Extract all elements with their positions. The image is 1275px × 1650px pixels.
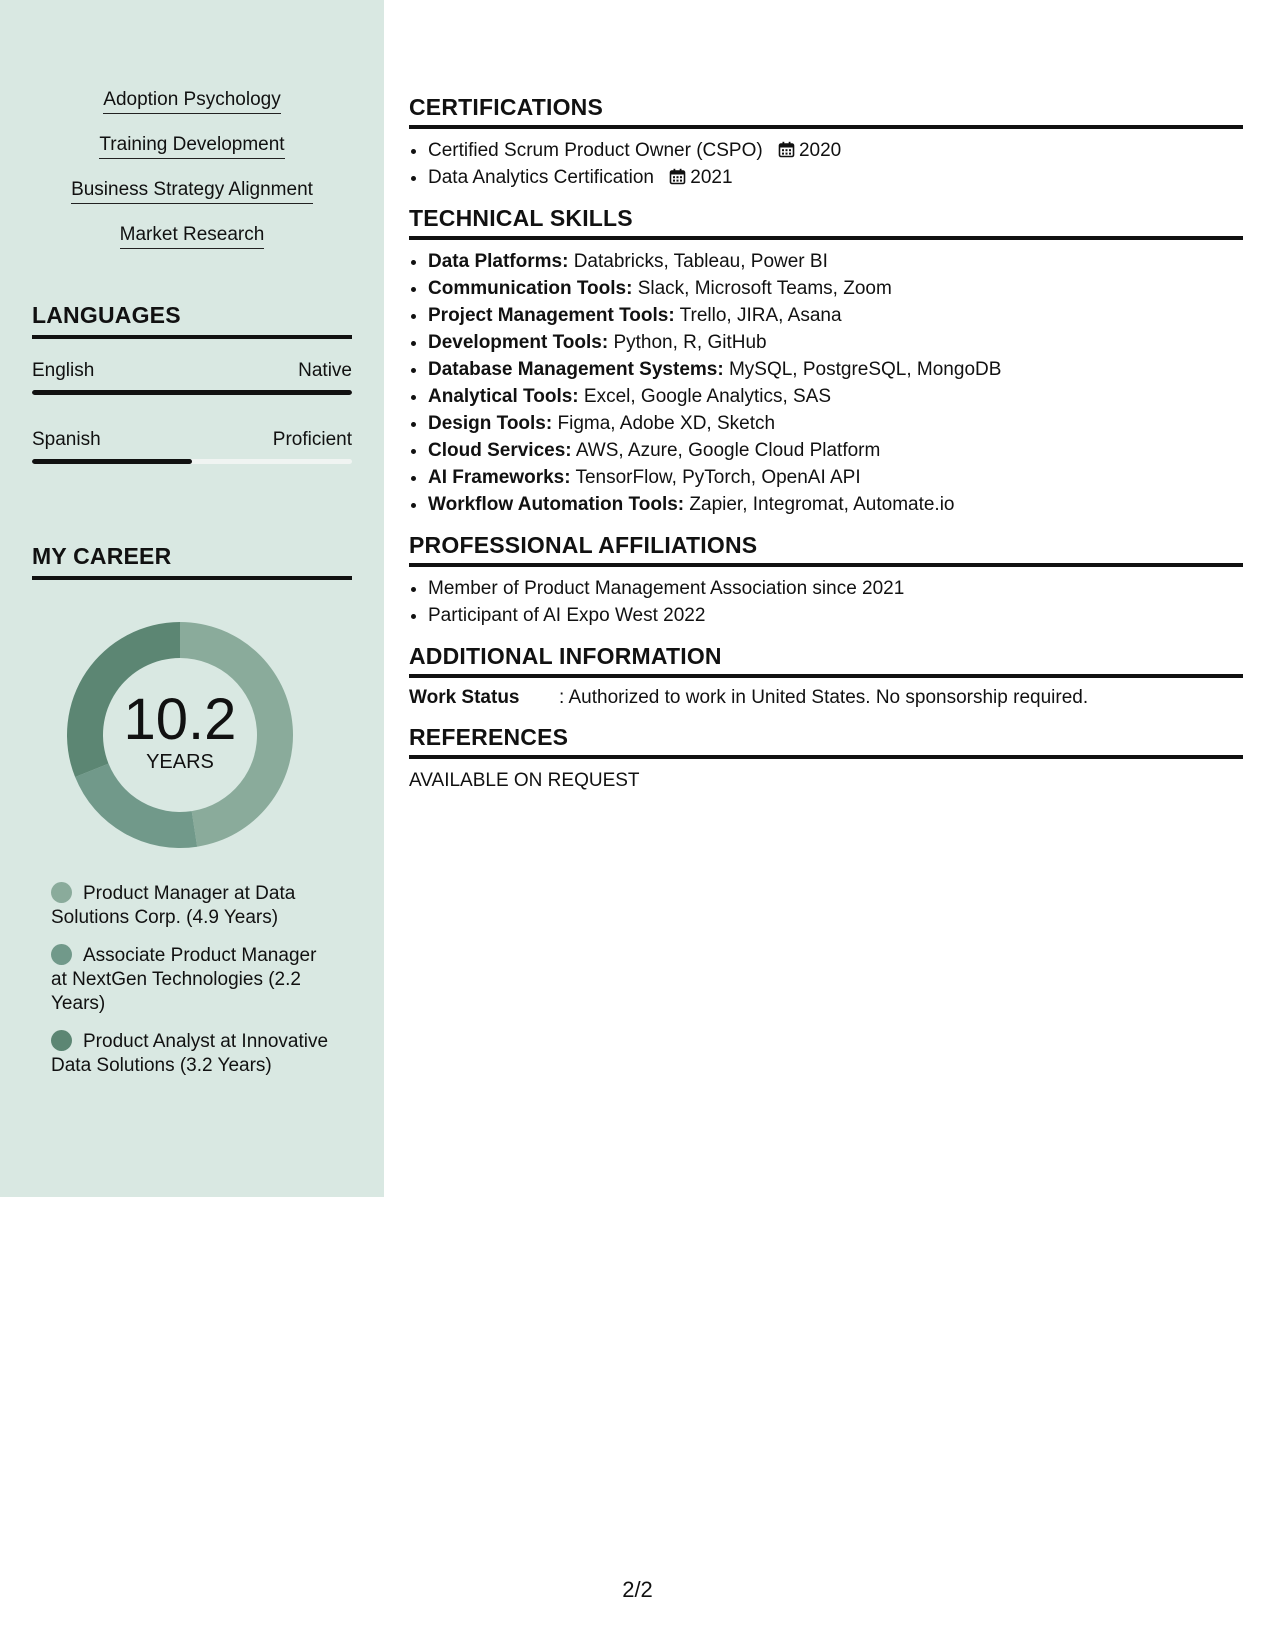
affiliations-heading: PROFESSIONAL AFFILIATIONS — [409, 532, 1243, 567]
references-section — [409, 724, 1243, 793]
skill-item — [428, 491, 1243, 518]
skill-values: Databricks, Tableau, Power BI — [573, 251, 828, 272]
career-total-years: 10.2 — [123, 687, 237, 752]
skill-category: Database Management Systems: — [428, 359, 724, 380]
skill-values: Zapier, Integromat, Automate.io — [689, 494, 955, 515]
skill-label[interactable]: Training Development — [99, 133, 284, 159]
skill-category: Project Management Tools: — [428, 305, 675, 326]
skill-item — [428, 464, 1243, 491]
skill-category: Workflow Automation Tools: — [428, 494, 685, 515]
skill-label[interactable]: Business Strategy Alignment — [71, 178, 313, 204]
calendar-icon — [669, 168, 686, 185]
skill-category: Cloud Services: — [428, 440, 572, 461]
certification-item — [428, 164, 1243, 191]
technical-skills-section — [409, 205, 1243, 518]
career-item-text: Product Manager at Data Solutions Corp. (4.9 Years) — [51, 883, 296, 928]
skill-values: TensorFlow, PyTorch, OpenAI API — [575, 467, 861, 488]
skill-category: Development Tools: — [428, 332, 609, 353]
skill-link[interactable] — [0, 178, 384, 204]
career-legend-dot — [51, 882, 72, 903]
skill-values: Figma, Adobe XD, Sketch — [557, 413, 776, 434]
page-number: 2/2 — [622, 1577, 653, 1602]
skill-values: Slack, Microsoft Teams, Zoom — [637, 278, 892, 299]
skill-item — [428, 410, 1243, 437]
career-item — [51, 1030, 331, 1078]
skill-label[interactable]: Market Research — [120, 223, 265, 249]
calendar-icon — [778, 141, 795, 158]
skill-values: Excel, Google Analytics, SAS — [583, 386, 832, 407]
language-row-spanish — [32, 428, 352, 452]
career-years-label: YEARS — [146, 751, 214, 773]
languages-heading: LANGUAGES — [32, 302, 352, 339]
career-legend-dot — [51, 944, 72, 965]
language-level: Native — [298, 360, 352, 381]
language-bar-spanish — [32, 459, 352, 464]
skill-item — [428, 329, 1243, 356]
certifications-heading: CERTIFICATIONS — [409, 94, 1243, 129]
affiliations-section — [409, 532, 1243, 629]
language-row-english — [32, 359, 352, 383]
work-status-row — [409, 686, 1243, 710]
skill-link[interactable] — [0, 223, 384, 249]
career-heading: MY CAREER — [32, 543, 352, 580]
career-item-text: Product Analyst at Innovative Data Solutions (3.2 Years) — [51, 1031, 329, 1076]
certification-name: Certified Scrum Product Owner (CSPO) — [428, 140, 763, 161]
skill-category: Analytical Tools: — [428, 386, 579, 407]
skill-item — [428, 356, 1243, 383]
certification-year: 2021 — [690, 167, 733, 188]
work-status-label: Work Status — [409, 687, 520, 708]
technical-skills-list — [409, 248, 1243, 518]
main-content — [409, 94, 1243, 807]
certifications-list — [409, 137, 1243, 191]
language-name: English — [32, 360, 95, 381]
skill-category: Design Tools: — [428, 413, 553, 434]
skill-link[interactable] — [0, 133, 384, 159]
certification-item — [428, 137, 1243, 164]
sidebar — [0, 0, 384, 1197]
skill-item — [428, 248, 1243, 275]
references-text: AVAILABLE ON REQUEST — [409, 770, 640, 791]
language-bar-fill — [32, 390, 352, 395]
career-donut-center — [67, 622, 293, 848]
references-heading: REFERENCES — [409, 724, 1243, 759]
skill-item — [428, 383, 1243, 410]
language-bar-english — [32, 390, 352, 395]
work-status-value: : Authorized to work in United States. No sponsorship required. — [559, 687, 1089, 708]
skill-category: Communication Tools: — [428, 278, 633, 299]
skill-values: Trello, JIRA, Asana — [679, 305, 842, 326]
language-bar-fill — [32, 459, 192, 464]
certification-year: 2020 — [798, 140, 842, 161]
certification-name: Data Analytics Certification — [428, 167, 654, 188]
technical-skills-heading: TECHNICAL SKILLS — [409, 205, 1243, 240]
skill-category: AI Frameworks: — [428, 467, 571, 488]
skill-item — [428, 275, 1243, 302]
career-item — [51, 882, 331, 930]
career-list — [51, 882, 331, 1092]
career-item-text: Associate Product Manager at NextGen Technologies (2.2 Years) — [51, 945, 317, 1014]
skill-values: MySQL, PostgreSQL, MongoDB — [728, 359, 1002, 380]
certifications-section — [409, 94, 1243, 191]
additional-info-heading: ADDITIONAL INFORMATION — [409, 643, 1243, 678]
additional-info-section — [409, 643, 1243, 710]
career-item — [51, 944, 331, 1016]
language-name: Spanish — [32, 429, 101, 450]
career-legend-dot — [51, 1030, 72, 1051]
skill-category: Data Platforms: — [428, 251, 569, 272]
affiliation-item: • Participant of AI Expo West 2022 — [428, 602, 1243, 629]
skill-item — [428, 437, 1243, 464]
affiliations-list — [409, 575, 1243, 629]
skill-values: Python, R, GitHub — [613, 332, 767, 353]
skill-link[interactable] — [0, 88, 384, 114]
affiliation-item: • Member of Product Management Association since 2021 — [428, 575, 1243, 602]
career-donut-chart — [67, 622, 293, 848]
skill-item — [428, 302, 1243, 329]
language-level: Proficient — [272, 429, 352, 450]
skill-values: AWS, Azure, Google Cloud Platform — [575, 440, 881, 461]
skill-label[interactable]: Adoption Psychology — [103, 88, 280, 114]
